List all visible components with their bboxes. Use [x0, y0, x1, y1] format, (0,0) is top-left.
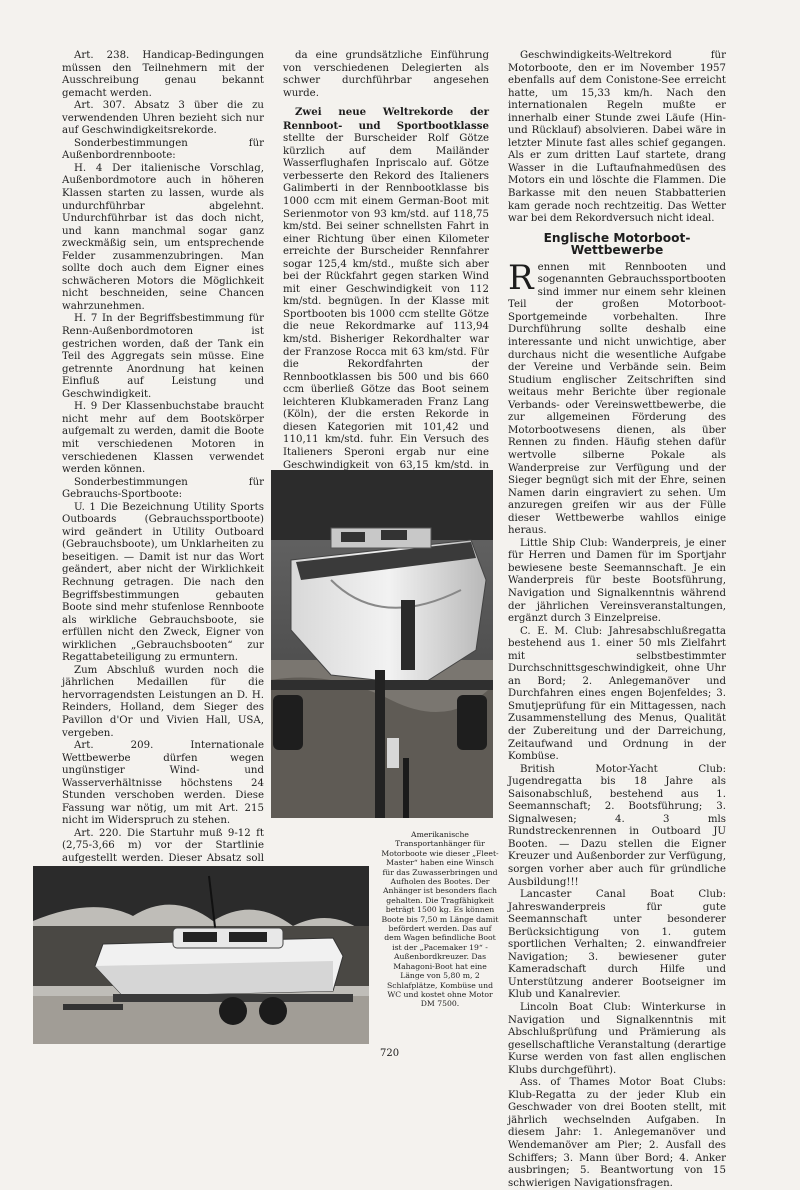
paragraph: H. 9 Der Klassenbuchstabe braucht nicht mehr auf dem Bootskörper aufgemalt zu werden, damit die Boote mit verschiedenen Motoren in verschiedenen Klassen verwendet werden können.: [62, 401, 264, 476]
paragraph: Zum Abschluß wurden noch die jährlichen Medaillen für die hervorragendsten Leistungen an D. H. Reinders, Holland, dem Sieger des Pavillon d'Or und Vivien Hall, USA, vergeben.: [62, 664, 264, 739]
paragraph: da eine grundsätzliche Einführung von verschiedenen Delegierten als schwer durchführbar angesehen wurde.: [283, 50, 489, 99]
boat-side-photo: [33, 866, 369, 1044]
column-left: [62, 50, 264, 864]
club-entry: Lincoln Boat Club: Winterkurse in Navigation und Signalkenntnis mit Abschlußprüfung und Prämierung als gesellschaftliche Veranstaltung (derartige Kurse werden von fast allen englischen Klubs durchgeführt).: [508, 1002, 726, 1076]
paragraph: Art. 220. Die Startuhr muß 9-12 ft (2,75-3,66 m) vor der Startlinie aufgestellt werden. Dieser Absatz soll: [62, 827, 264, 864]
club-entry: British Motor-Yacht Club: Jugendregatta bis 18 Jahre als Saisonabschluß, bestehend aus 1. Seemannschaft; 2. Bootsführung; 3. Signalwesen; 4. 3 mls Rundstreckenrennen in Outboard JU Booten. — Dazu stellen die Eigner Kreuzer und Außenborder zur Verfügung, sorgen vorher aber auch für gründliche Ausbildung!!!: [508, 763, 726, 888]
paragraph: H. 7 In der Begriffsbestimmung für Renn-Außenbordmotoren ist gestrichen worden, daß der Tank ein Teil des Aggregats sein müsse. Eine getrennte Anordnung hat keinen Einfluß auf Leistung und Geschwindigkeit.: [62, 313, 264, 400]
club-entry: Lancaster Canal Boat Club: Jahreswanderpreis für gute Seemannschaft unter besonderer Berücksichtigung von 1. gutem sportlichen Verhalten; 2. einwandfreier Navigation; 3. bewiesener guter Kameradschaft durch Hilfe und Unterstützung anderer Bootseigner im Klub und Kanalrevier.: [508, 889, 726, 1001]
column-middle: [283, 50, 489, 470]
column-right: [508, 50, 726, 1189]
paragraph: Geschwindigkeits-Weltrekord für Motorboote, den er im November 1957 ebenfalls auf dem Conistone-See erreicht hatte, um 15,33 km/h. Nach den internationalen Regeln mußte er innerhalb einer Stunde zwei Läufe (Hin- und Rücklauf) absolvieren. Dabei wäre in letzter Minute fast alles schief gegangen. Als er zum dritten Lauf startete, drang Wasser in die Luftaufnahmedüsen des Motors ein und löschte die Flammen. Die Barkasse mit den neuen Stabbatterien kam gerade noch rechtzeitig. Das Wetter war bei dem Rekordversuch nicht ideal.: [508, 50, 726, 225]
section-heading: Englische Motorboot-Wettbewerbe: [543, 230, 691, 258]
drop-cap: R: [508, 257, 534, 298]
article-text: stellte der Burscheider Rolf Götze kürzlich auf dem Mailänder Wasserflughafen Inpriscalo auf. Götze verbesserte den Rekord des Italieners Galimberti in der Rennbootklasse bis 1000 ccm mit einem German-Boot mit Serienmotor von 93 km/std. auf 118,75 km/std. Bei seiner schnellsten Fahrt in einer Richtung über einen Kilometer erreichte der Burscheider Rennfahrer sogar 125,4 km/std., mußte sich aber bei der Rückfahrt gegen starken Wind mit einer Geschwindigkeit von 112 km/std. begnügen. In der Klasse mit Sportbooten bis 1000 ccm stellte Götze die neue Rekordmarke auf 113,94 km/std. Bisheriger Rekordhalter war der Franzose Rocca mit 63 km/std. Für die Rekordfahrten der Rennbootklassen bis 500 und bis 660 ccm überließ Götze das Boot seinem leichteren Klubkameraden Franz Lang (Köln), der die ersten Rekorde in diesen Kategorien mit 101,42 und 110,11 km/std. fuhr. Ein Versuch des Italieners Speroni ergab nur eine Geschwindigkeit von 63,15 km/std. in: [283, 133, 489, 471]
club-entry: Ass. of Thames Motor Boat Clubs: Klub-Regatta zu der jeder Klub ein Geschwader von drei Booten stellt, mit jährlich wechselnden Aufgaben. In diesem Jahr: 1. Anlegemanöver und Wendemanöver am Pier; 2. Ausfall des Schiffers; 3. Mann über Bord; 4. Anker ausbringen; 5. Beantwortung von 15 schwierigen Navigationsfragen.: [508, 1077, 726, 1189]
paragraph: [508, 257, 726, 538]
club-entry: Little Ship Club: Wanderpreis, je einer für Herren und Damen für im Sportjahr bewiesene beste Seemannschaft. Je ein Wanderpreis für beste Bootsführung, Navigation und Signalkenntnis während der jährlichen Vereinsveranstaltungen, ergänzt durch 3 Einzelpreise.: [508, 537, 726, 625]
article-heading: Zwei neue Weltrekorde der Rennboot- und Sportbootklasse: [283, 106, 489, 132]
paragraph: Sonderbestimmungen für Außenbordrennboote:: [62, 137, 264, 162]
paragraph-text: ennen mit Rennbooten und sogenannten Gebrauchssportbooten sind immer nur einem sehr kleinen Teil der großen Motorboot-Sportgemeinde vorbehalten. Ihre Durchführung sollte deshalb eine interessante und nicht unwichtige, aber durchaus nicht die wesentliche Aufgabe der Vereine und Verbände sein. Beim Studium englischer Zeitschriften sind weitaus mehr Berichte über regionale Verbands- oder Vereinswettbewerbe, die zur allgemeinen Förderung des Motorbootwesens dienen, als über Rennen zu finden. Häufig stehen dafür wertvolle silberne Pokale als Wanderpreise zur Verfügung und der Sieger begnügt sich mit der Ehre, seinen Namen darin eingraviert zu sehen. Um anzuregen greifen wir aus der Fülle dieser Wettbewerbe wahllos einige heraus.: [508, 261, 726, 537]
page-number: 720: [380, 1048, 400, 1059]
club-entry: C. E. M. Club: Jahresabschlußregatta bestehend aus 1. einer 50 mls Zielfahrt mit selbstbestimmter Durchschnittsgeschwindigkeit, ohne Uhr an Bord; 2. Anlegemanöver und Durchfahren eines engen Bojenfeldes; 3. Smutjeprüfung für ein Mittagessen, nach Zusammenstellung des Menus, Qualität der Zubereitung und der Darreichung, Zeitaufwand und Ordnung in der Kombüse.: [508, 625, 726, 763]
boat-trailer-photo: [271, 470, 493, 818]
photo-caption: Amerikanische Transportanhänger für Motorboote wie dieser „Fleet-Master“ haben eine Winsch für das Zuwasserbringen und Aufholen des Bootes. Der Anhänger ist besonders flach gehalten. Die Tragfähigkeit beträgt 1500 kg. Es können Boote bis 7,50 m Länge damit befördert werden. Das auf dem Wagen befindliche Boot ist der „Pacemaker 19“ - Außenbordkreuzer. Das Mahagoni-Boot hat eine Länge von 5,80 m, 2 Schlafplätze, Kombüse und WC und kostet ohne Motor DM 7500.: [381, 830, 499, 1009]
paragraph: Art. 307. Absatz 3 über die zu verwendenden Uhren bezieht sich nur auf Geschwindigkeitsrekorde.: [62, 100, 264, 137]
article-paragraph: [283, 106, 489, 484]
paragraph: Art. 209. Internationale Wettbewerbe dürfen wegen ungünstiger Wind- und Wasserverhältnisse höchstens 24 Stunden verschoben werden. Diese Fassung war nötig, um mit Art. 215 nicht im Widerspruch zu stehen.: [62, 740, 264, 827]
boat-trailer-image: [271, 470, 493, 818]
paragraph: Art. 238. Handicap-Bedingungen müssen den Teilnehmern mit der Ausschreibung genau bekannt gemacht werden.: [62, 50, 264, 99]
paragraph: Sonderbestimmungen für Gebrauchs-Sportboote:: [62, 476, 264, 501]
paragraph: U. 1 Die Bezeichnung Utility Sports Outboards (Gebrauchssportboote) wird geändert in Utility Outboard (Gebrauchsboote), um Unklarheiten zu beseitigen. — Damit ist nur das Wort geändert, aber nicht der Wirklichkeit Rechnung getragen. Die nach den Begriffsbestimmungen gebauten Boote sind mehr stufenlose Rennboote als wirkliche Gebrauchsboote, sie erfüllen nicht den Zweck, Eigner von wirklichen „Gebrauchsbooten“ zur Regattabeteiligung zu ermuntern.: [62, 501, 264, 664]
paragraph: H. 4 Der italienische Vorschlag, Außenbordmotore auch in höheren Klassen starten zu lassen, wurde als undurchführbar abgelehnt. Undurchführbar ist das doch nicht, und kann manchmal sogar ganz zweckmäßig sein, um entsprechende Felder zusammenzubringen. Man sollte doch auch dem Eigner eines schwächeren Motors die Möglichkeit nicht beschneiden, seine Chancen wahrzunehmen.: [62, 162, 264, 312]
boat-side-image: [33, 866, 369, 1044]
